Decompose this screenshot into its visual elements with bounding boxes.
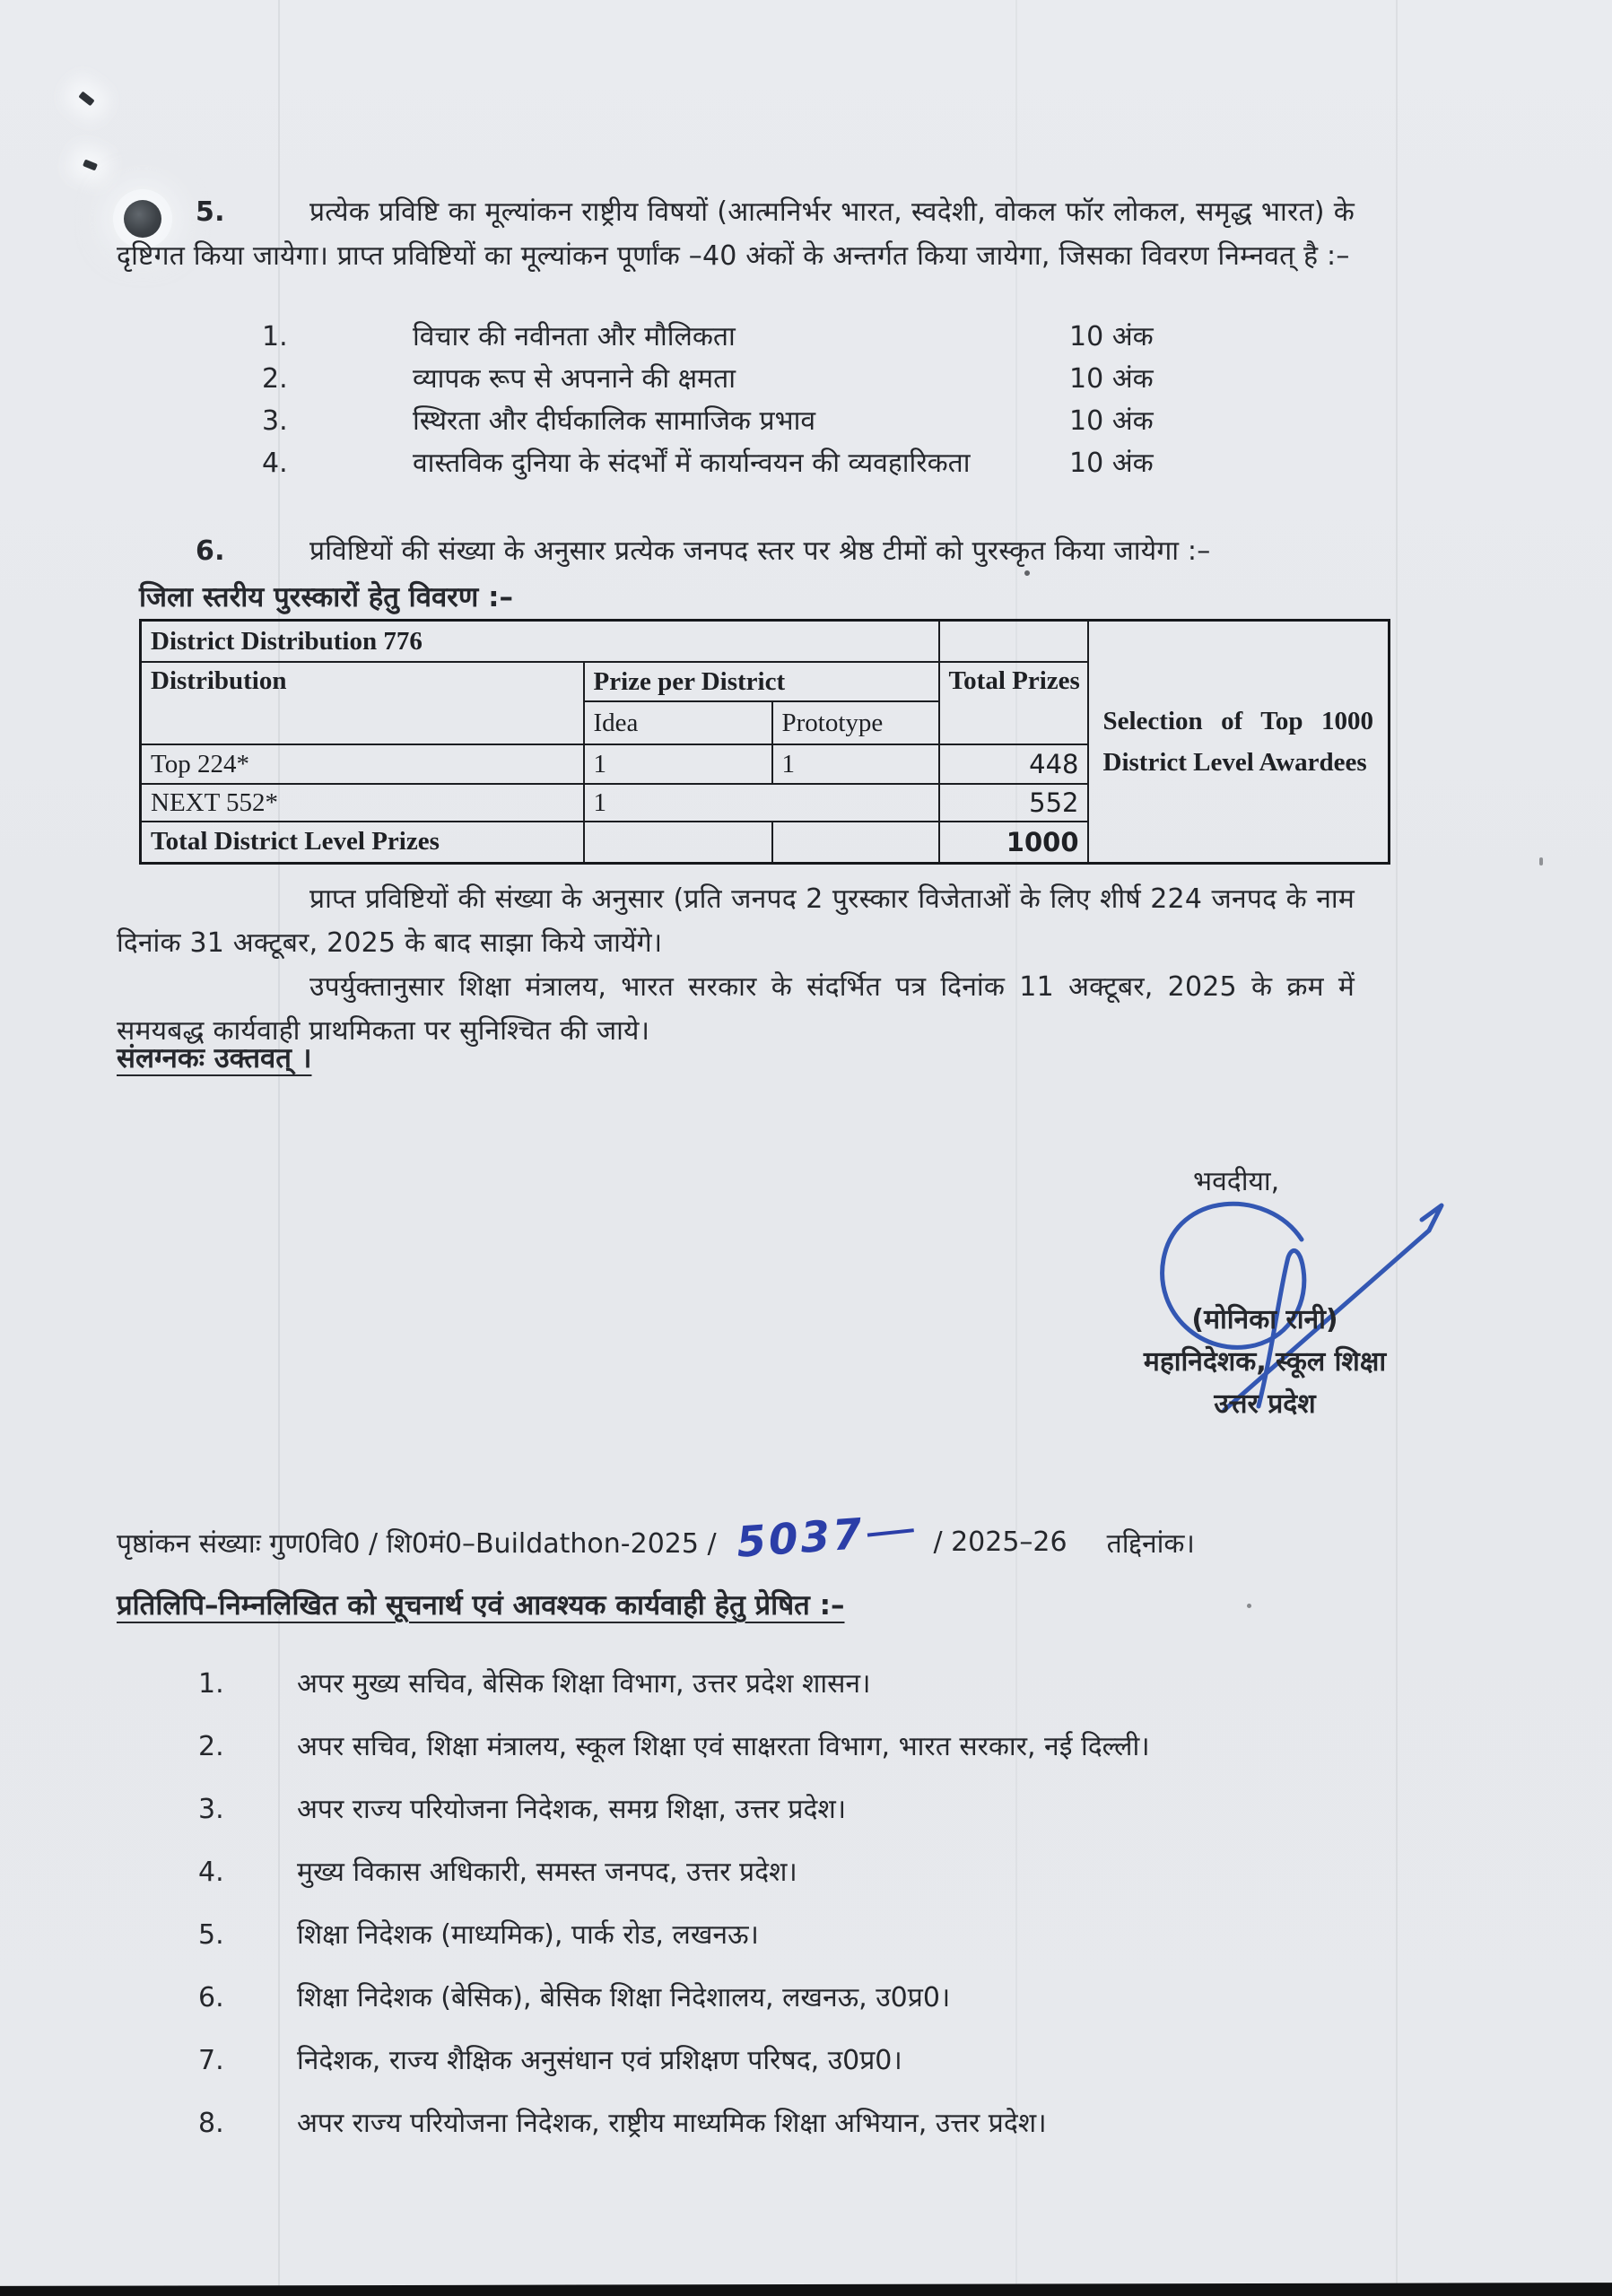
row-top224-total: 448 [939, 744, 1088, 784]
prize-distribution-table [139, 619, 1390, 865]
criterion-number: 1. [262, 321, 288, 352]
criterion-number: 3. [262, 405, 288, 437]
copy-item-number: 1. [198, 1668, 224, 1700]
criteria-row [262, 316, 1240, 358]
copy-item [198, 1790, 1472, 1829]
ink-speck [1247, 1604, 1251, 1608]
paragraph-6-number: 6. [196, 535, 225, 567]
paragraph-received: प्राप्त प्रविष्टियों की संख्या के अनुसार (प्रति जनपद 2 पुरस्कार विजेताओं के लिए शीर्ष 224 जनपद के नाम दिनांक 31 अक्टूबर, 2025 के बाद साझा किये जायेंगे। [117, 883, 1355, 959]
criteria-row [262, 400, 1240, 442]
paragraph-5-text: प्रत्येक प्रविष्टि का मूल्यांकन राष्ट्रीय विषयों (आत्मनिर्भर भारत, स्वदेशी, वोकल फॉर लोकल, समृद्ध भारत) के दृष्टिगत किया जायेगा। प्राप्त प्रविष्टियों का मूल्यांकन पूर्णांक –40 अंकों के अन्तर्गत किया जायेगा, जिसका विवरण निम्नवत् है :– [117, 196, 1355, 272]
criterion-text: स्थिरता और दीर्घकालिक सामाजिक प्रभाव [413, 405, 816, 437]
row-next552-idea: 1 [584, 784, 939, 822]
copy-item-number: 5. [198, 1919, 224, 1951]
header-total-prizes: Total Prizes [939, 662, 1088, 744]
copy-item-number: 8. [198, 2108, 224, 2139]
selection-note-cell: Selection of Top 1000 District Level Awardees [1088, 621, 1390, 864]
header-prize-per-district: Prize per District [584, 662, 939, 701]
closing-salutation: भवदीया, [1193, 1166, 1280, 1197]
copy-item [198, 1665, 1472, 1703]
criteria-row [262, 358, 1240, 400]
copy-item-text: शिक्षा निदेशक (बेसिक), बेसिक शिक्षा निदेशालय, लखनऊ, उ0प्र0। [297, 1982, 951, 2013]
copy-item [198, 2041, 1472, 2080]
paragraph-6 [117, 529, 1355, 573]
paragraph-timely-action: उपर्युक्तानुसार शिक्षा मंत्रालय, भारत सरकार के संदर्भित पत्र दिनांक 11 अक्टूबर, 2025 के क्रम में समयबद्ध कार्यवाही प्राथमिकता पर सुनिश्चित की जाये। [117, 971, 1355, 1047]
ink-speck [1539, 857, 1543, 865]
endorsement-line [117, 1509, 1195, 1568]
copy-item-number: 6. [198, 1982, 224, 2013]
enclosure-note: संलग्नकः उक्तवत् । [117, 1042, 312, 1074]
table-title-cell: District Distribution 776 [141, 621, 939, 663]
row-top224-prototype: 1 [772, 744, 939, 784]
criteria-row [262, 442, 1240, 484]
copy-item-text: अपर सचिव, शिक्षा मंत्रालय, स्कूल शिक्षा एवं साक्षरता विभाग, भारत सरकार, नई दिल्ली। [297, 1731, 1150, 1762]
criteria-list [262, 316, 1240, 484]
table-empty-cell [584, 822, 772, 863]
row-top224-idea: 1 [584, 744, 772, 784]
copy-item-number: 7. [198, 2045, 224, 2076]
endorsement-suffix: / 2025–26 [933, 1526, 1067, 1558]
copy-item [198, 1916, 1472, 1954]
total-row-label: Total District Level Prizes [141, 822, 584, 863]
district-prizes-heading: जिला स्तरीय पुरस्कारों हेतु विवरण :– [139, 581, 513, 613]
row-top224-label: Top 224* [141, 744, 584, 784]
criterion-number: 4. [262, 448, 288, 479]
endorsement-prefix: पृष्ठांकन संख्याः गुण0वि0 / शि0मं0–Buildathon-2025 / [117, 1528, 717, 1560]
signatory-region: उत्तर प्रदेश [1214, 1388, 1316, 1420]
copy-item [198, 1853, 1472, 1892]
copy-item-text: निदेशक, राज्य शैक्षिक अनुसंधान एवं प्रशिक्षण परिषद, उ0प्र0। [297, 2045, 902, 2076]
signatory-block [1085, 1299, 1444, 1425]
staple-mark [78, 91, 94, 107]
criterion-text: विचार की नवीनता और मौलिकता [413, 321, 736, 352]
copy-item-number: 4. [198, 1857, 224, 1888]
copy-item [198, 1727, 1472, 1766]
endorsement-date-note: तद्दिनांक। [1106, 1528, 1195, 1560]
copy-item-text: अपर राज्य परियोजना निदेशक, राष्ट्रीय माध्यमिक शिक्षा अभियान, उत्तर प्रदेश। [297, 2108, 1047, 2139]
criterion-marks: 10 अंक [1069, 405, 1154, 437]
paragraph-6-text: प्रविष्टियों की संख्या के अनुसार प्रत्येक जनपद स्तर पर श्रेष्ठ टीमों को पुरस्कृत किया जायेगा :– [309, 535, 1211, 567]
copy-item-number: 3. [198, 1794, 224, 1825]
row-next552-label: NEXT 552* [141, 784, 584, 822]
criterion-marks: 10 अंक [1069, 321, 1154, 352]
criterion-marks: 10 अंक [1069, 363, 1154, 395]
criterion-marks: 10 अंक [1069, 448, 1154, 479]
signatory-name: (मोनिका रानी) [1191, 1304, 1338, 1335]
criterion-text: वास्तविक दुनिया के संदर्भों में कार्यान्वयन की व्यवहारिकता [413, 448, 971, 479]
staple-mark [83, 159, 98, 170]
copy-item-number: 2. [198, 1731, 224, 1762]
total-row-value: 1000 [939, 822, 1088, 863]
copy-item-text: अपर राज्य परियोजना निदेशक, समग्र शिक्षा, उत्तर प्रदेश। [297, 1794, 847, 1825]
paragraph-5-number: 5. [196, 196, 225, 228]
scan-bottom-edge [0, 2283, 1612, 2296]
signatory-designation: महानिदेशक, स्कूल शिक्षा [1143, 1346, 1387, 1378]
handwritten-dispatch-number: 5037 [735, 1506, 915, 1568]
copy-item-text: मुख्य विकास अधिकारी, समस्त जनपद, उत्तर प्रदेश। [297, 1857, 797, 1888]
copy-item [198, 1979, 1472, 2017]
table-empty-cell [939, 621, 1088, 663]
copy-item [198, 2104, 1472, 2143]
header-distribution: Distribution [141, 662, 584, 744]
table-empty-cell [772, 822, 939, 863]
criterion-number: 2. [262, 363, 288, 395]
subheader-idea: Idea [584, 701, 772, 744]
criterion-text: व्यापक रूप से अपनाने की क्षमता [413, 363, 736, 395]
paragraph-5 [117, 190, 1355, 278]
row-next552-total: 552 [939, 784, 1088, 822]
subheader-prototype: Prototype [772, 701, 939, 744]
copy-to-list [198, 1665, 1472, 2167]
copy-item-text: शिक्षा निदेशक (माध्यमिक), पार्क रोड, लखनऊ। [297, 1919, 759, 1951]
copy-item-text: अपर मुख्य सचिव, बेसिक शिक्षा विभाग, उत्तर प्रदेश शासन। [297, 1668, 871, 1700]
copy-to-heading: प्रतिलिपि–निम्नलिखित को सूचनार्थ एवं आवश्यक कार्यवाही हेतु प्रेषित :– [117, 1589, 845, 1622]
